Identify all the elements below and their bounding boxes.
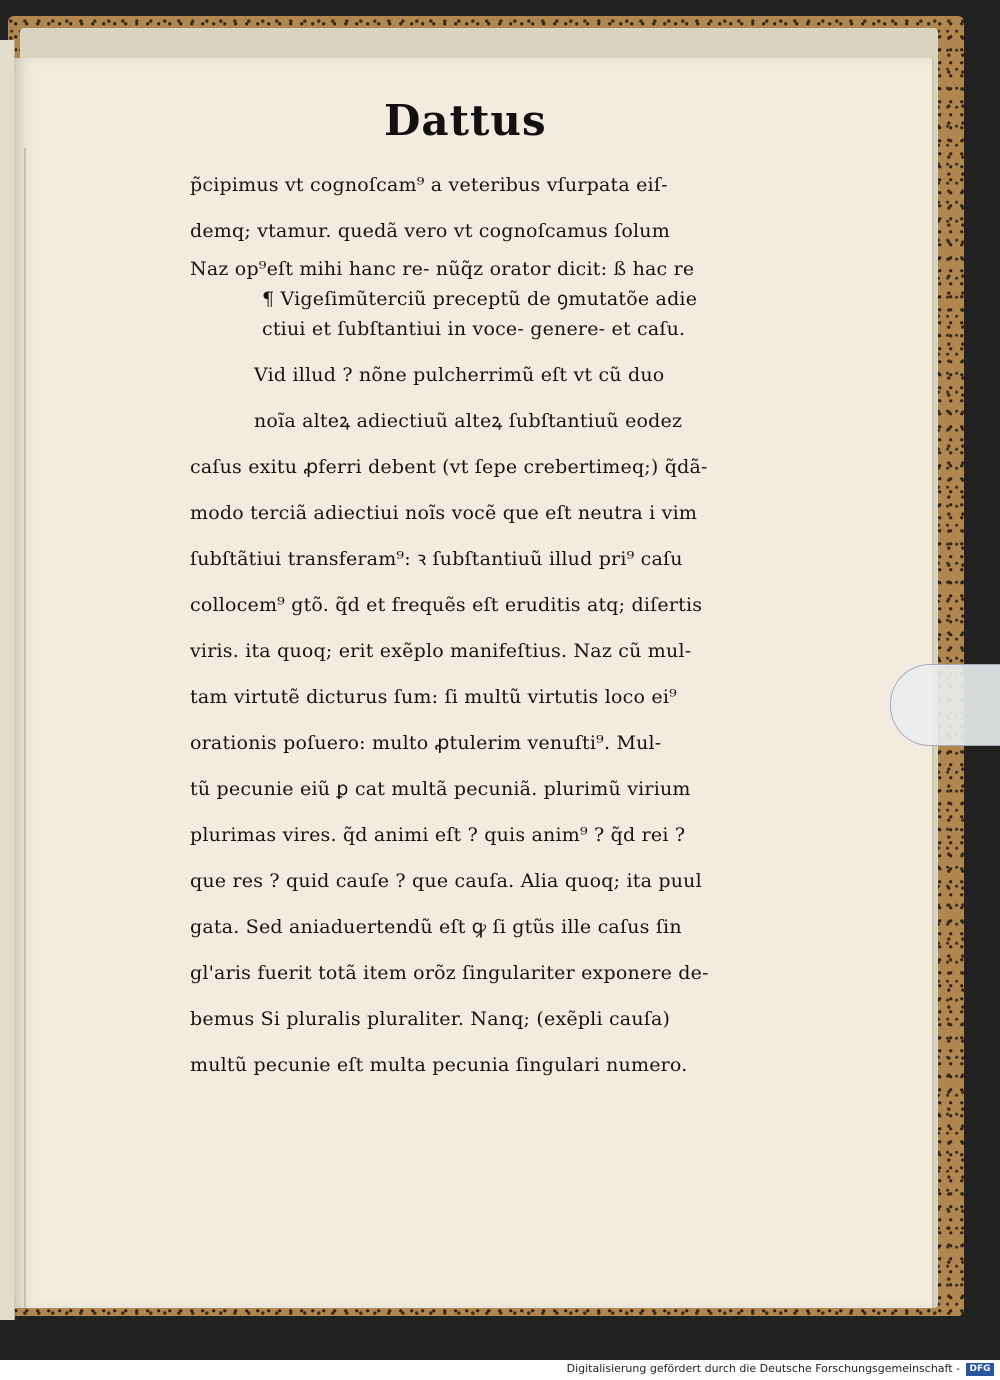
- text-line: tam virtutẽ dicturus ſum: ſi multũ virtutis loco ei⁹: [190, 686, 677, 708]
- text-line: gl'aris fuerit totã item orõz ſingulariter exponere de-: [190, 962, 709, 984]
- text-line: caſus exitu ꝓferri debent (vt ſepe crebertimeq;) q̃dã-: [190, 456, 708, 478]
- footer-credit: Digitalisierung gefördert durch die Deutsche Forschungsgemeinschaft -: [566, 1362, 960, 1375]
- text-line: modo terciã adiectiui noĩs vocẽ que eſt neutra i vim: [190, 502, 698, 524]
- chapter-heading-line: ctiui et ſubſtantiui in voce- genere- et caſu.: [262, 318, 686, 340]
- text-line: noĩa alteꝝ adiectiuũ alteꝝ ſubſtantiuũ eodez: [254, 410, 683, 432]
- gutter: [24, 148, 26, 1308]
- text-line: Naz op⁹eſt mihi hanc re- nũq̃z orator dicit: ß hac re: [190, 258, 695, 280]
- text-line: orationis poſuero: multo ꝓtulerim venuſti⁹. Mul-: [190, 732, 662, 754]
- bookmark-clip: [890, 664, 1000, 746]
- text-line: tũ pecunie eiũ ꝑ cat multã pecuniã. plurimũ virium: [190, 778, 691, 800]
- left-page-edge: [0, 40, 15, 1320]
- text-line: collocem⁹ gtõ. q̃d et frequẽs eſt eruditis atq; diſertis: [190, 594, 703, 616]
- chapter-heading-line: ¶ Vigeſimũterciũ preceptũ de ꝯmutatõe adie: [262, 288, 698, 310]
- text-line: multũ pecunie eſt multa pecunia ſingulari numero.: [190, 1054, 688, 1076]
- text-block: [190, 162, 730, 1088]
- text-line: gata. Sed aniaduertendũ eſt ꝙ ſi gtũs ille caſus ſin: [190, 916, 682, 938]
- footer-bar: [0, 1360, 1000, 1380]
- text-line: demq; vtamur. quedã vero vt cognoſcamus ſolum: [190, 220, 670, 242]
- text-line: p̃cipimus vt cognoſcam⁹ a veteribus vſurpata eiſ-: [190, 174, 668, 196]
- text-line: viris. ita quoq; erit exẽplo manifeſtius. Naz cũ mul-: [190, 640, 692, 662]
- text-line: plurimas vires. q̃d animi eſt ? quis anim⁹ ? q̃d rei ?: [190, 824, 686, 846]
- text-line: ſubſtãtiui transferam⁹: ꝛ ſubſtantiuũ illud pri⁹ caſu: [190, 548, 683, 570]
- running-head: Dattus: [384, 96, 547, 145]
- text-line: Vid illud ? nõne pulcherrimũ eſt vt cũ duo: [254, 364, 665, 386]
- dfg-logo-icon: DFG: [966, 1363, 994, 1376]
- text-line: que res ? quid cauſe ? que cauſa. Alia quoq; ita puul: [190, 870, 702, 892]
- text-line: bemus Si pluralis pluraliter. Nanq; (exẽpli cauſa): [190, 1008, 671, 1030]
